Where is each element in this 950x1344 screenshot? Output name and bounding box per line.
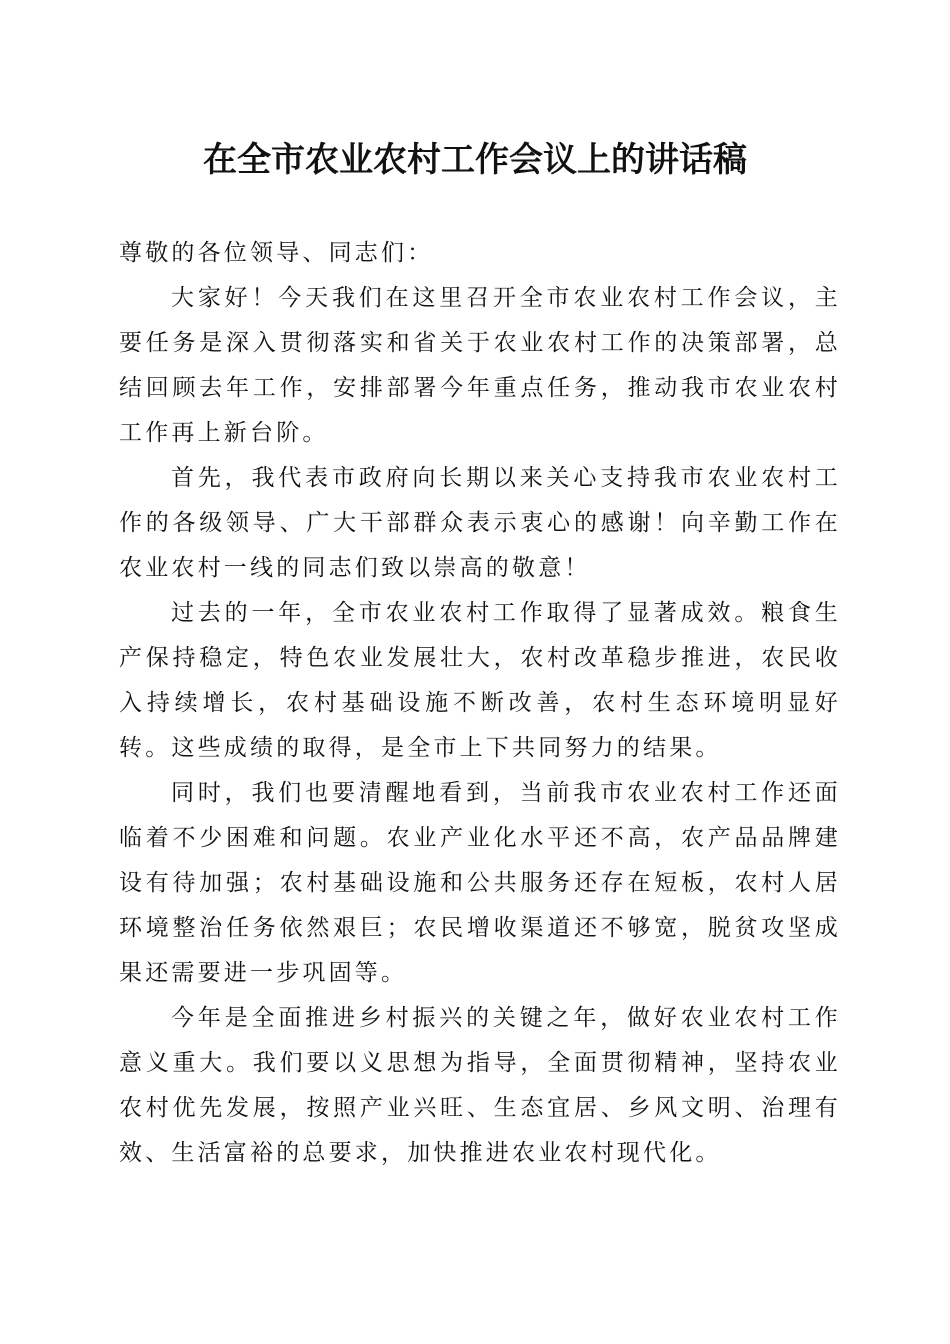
paragraph-problems: 同时，我们也要清醒地看到，当前我市农业农村工作还面临着不少困难和问题。农业产业化水平还不高，农产品品牌建设有待加强；农村基础设施和公共服务还存在短板，农村人居环境整治任务依然艰巨；农民增收渠道还不够宽，脱贫攻坚成果还需要进一步巩固等。	[119, 780, 841, 986]
paragraph-goals: 今年是全面推进乡村振兴的关键之年，做好农业农村工作意义重大。我们要以义思想为指导，全面贯彻精神，坚持农业农村优先发展，按照产业兴旺、生态宜居、乡风文明、治理有效、生活富裕的总要求，加快推进农业农村现代化。	[119, 1005, 841, 1166]
paragraph-opening: 大家好！今天我们在这里召开全市农业农村工作会议，主要任务是深入贯彻落实和省关于农业农村工作的决策部署，总结回顾去年工作，安排部署今年重点任务，推动我市农业农村工作再上新台阶。	[119, 285, 841, 446]
document-title: 在全市农业农村工作会议上的讲话稿	[203, 140, 747, 180]
paragraph-achievements: 过去的一年，全市农业农村工作取得了显著成效。粮食生产保持稳定，特色农业发展壮大，农村改革稳步推进，农民收入持续增长，农村基础设施不断改善，农村生态环境明显好转。这些成绩的取得，是全市上下共同努力的结果。	[119, 600, 841, 761]
salutation: 尊敬的各位领导、同志们：	[119, 240, 434, 266]
document-body	[119, 231, 841, 1176]
paragraph-thanks: 首先，我代表市政府向长期以来关心支持我市农业农村工作的各级领导、广大干部群众表示衷心的感谢！向辛勤工作在农业农村一线的同志们致以崇高的敬意！	[119, 465, 841, 581]
